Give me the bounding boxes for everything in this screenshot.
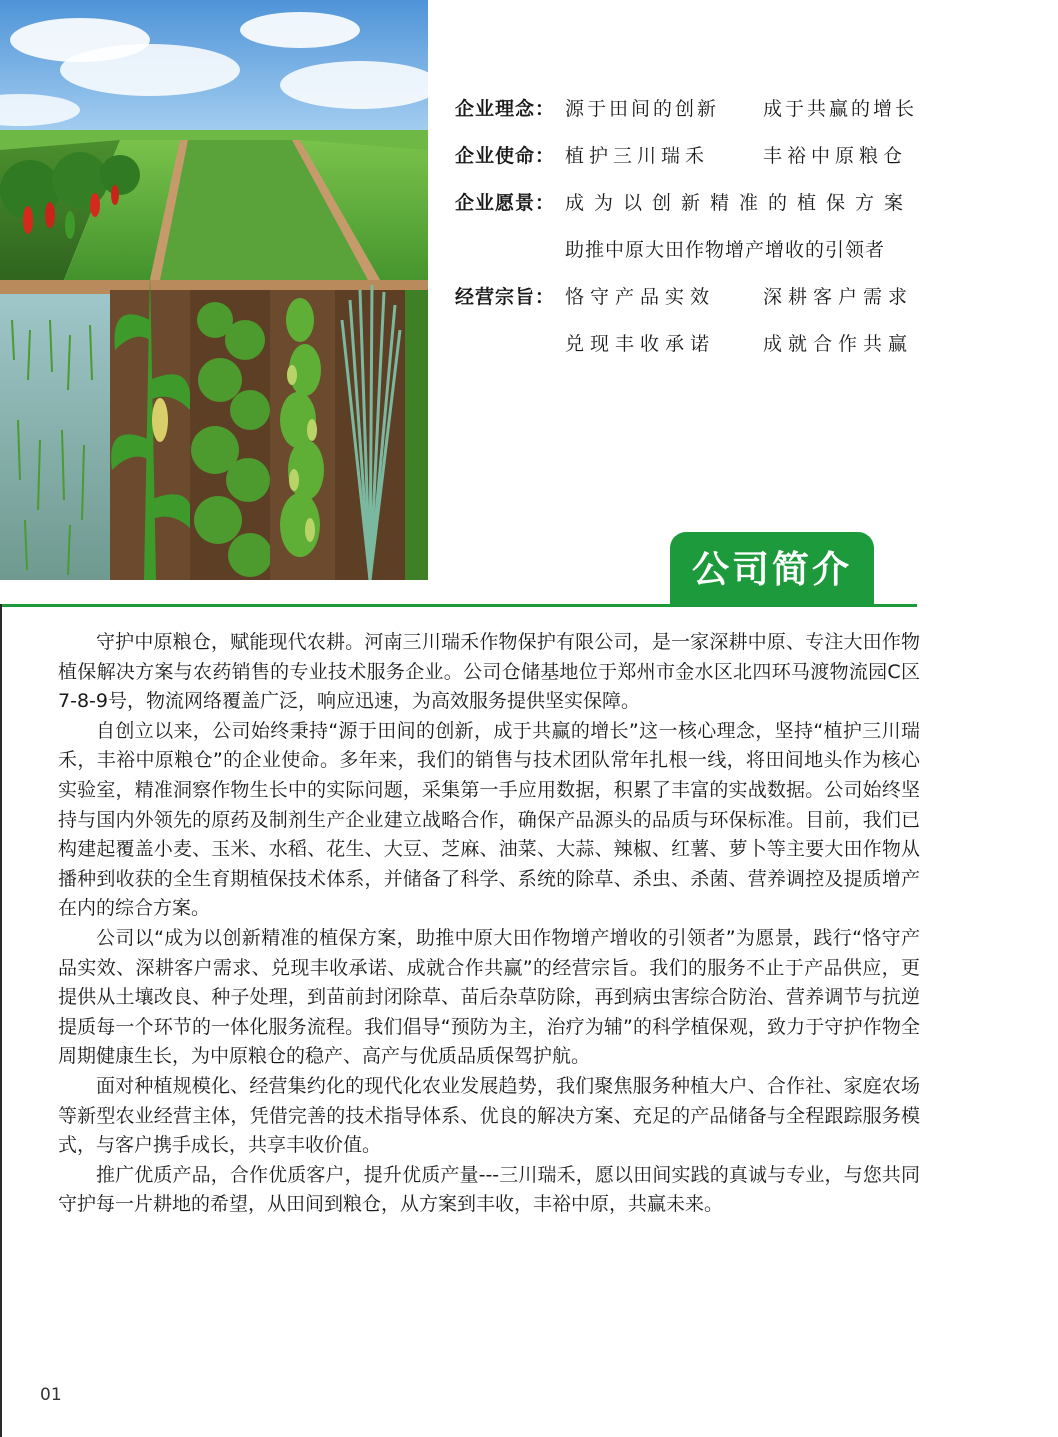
section-divider [0, 604, 917, 607]
corporate-values [455, 92, 935, 374]
farm-field-photo [0, 0, 428, 580]
value-label: 经营宗旨： [455, 286, 556, 308]
company-intro [58, 628, 920, 1220]
value-text: 成为以创新精准的植保方案 [565, 192, 914, 214]
value-line [565, 327, 935, 362]
value-text: 丰裕中原粮仓 [763, 145, 908, 167]
value-row-mission [455, 139, 935, 174]
intro-paragraph: 面对种植规模化、经营集约化的现代化农业发展趋势，我们聚焦服务种植大户、合作社、家庭农场等新型农业经营主体，凭借完善的技术指导体系、优良的解决方案、充足的产品储备与全程跟踪服务模式，与客户携手成长，共享丰收价值。 [58, 1074, 920, 1157]
intro-paragraph: 自创立以来，公司始终秉持“源于田间的创新，成于共赢的增长”这一核心理念，坚持“植护三川瑞禾，丰裕中原粮仓”的企业使命。多年来，我们的销售与技术团队常年扎根一线，将田间地头作为核心实验室，精准洞察作物生长中的实际问题，采集第一手应用数据，积累了丰富的实战数据。公司始终坚持与国内外领先的原药及制剂生产企业建立战略合作，确保产品源头的品质与环保标准。目前，我们已构建起覆盖小麦、玉米、水稻、花生、大豆、芝麻、油菜、大蒜、辣椒、红薯、萝卜等主要大田作物从播种到收获的全生育期植保技术体系，并储备了科学、系统的除草、杀虫、杀菌、营养调控及提质增产在内的综合方案。 [58, 719, 920, 920]
page-frame-line [0, 604, 2, 1437]
value-text: 深耕客户需求 [763, 286, 914, 308]
value-text: 植护三川瑞禾 [565, 145, 710, 167]
value-line [565, 186, 935, 221]
intro-paragraph: 公司以“成为以创新精准的植保方案，助推中原大田作物增产增收的引领者”为愿景，践行“恪守产品实效、深耕客户需求、兑现丰收承诺、成就合作共赢”的经营宗旨。我们的服务不止于产品供应，更提供从土壤改良、种子处理，到苗前封闭除草、苗后杂草防除，再到病虫害综合防治、营养调节与抗逆提质每一个环节的一体化服务流程。我们倡导“预防为主，治疗为辅”的科学植保观，致力于守护作物全周期健康生长，为中原粮仓的稳产、高产与优质品质保驾护航。 [58, 926, 920, 1068]
value-row-philosophy [455, 92, 935, 127]
value-text: 兑现丰收承诺 [565, 333, 716, 355]
value-label: 企业理念： [455, 98, 556, 120]
intro-paragraph: 推广优质产品，合作优质客户，提升优质产量---三川瑞禾，愿以田间实践的真诚与专业，与您共同守护每一片耕地的希望，从田间到粮仓，从方案到丰收，丰裕中原，共赢未来。 [58, 1163, 920, 1216]
value-line [565, 233, 935, 268]
value-text: 源于田间的创新 [565, 98, 720, 120]
value-row-vision [455, 186, 935, 268]
section-title: 公司简介 [670, 532, 874, 604]
page-number: 01 [40, 1385, 62, 1405]
value-line [565, 280, 935, 315]
value-text: 成就合作共赢 [763, 333, 914, 355]
value-line [565, 139, 935, 174]
value-text: 恪守产品实效 [565, 286, 716, 308]
value-label: 企业使命： [455, 145, 556, 167]
value-text: 成于共赢的增长 [763, 98, 918, 120]
value-row-purpose [455, 280, 935, 362]
value-text: 助推中原大田作物增产增收的引领者 [565, 239, 886, 261]
value-label: 企业愿景： [455, 192, 556, 214]
value-line [565, 92, 935, 127]
intro-paragraph: 守护中原粮仓，赋能现代农耕。河南三川瑞禾作物保护有限公司，是一家深耕中原、专注大田作物植保解决方案与农药销售的专业技术服务企业。公司仓储基地位于郑州市金水区北四环马渡物流园C区7-8-9号，物流网络覆盖广泛，响应迅速，为高效服务提供坚实保障。 [58, 631, 920, 713]
